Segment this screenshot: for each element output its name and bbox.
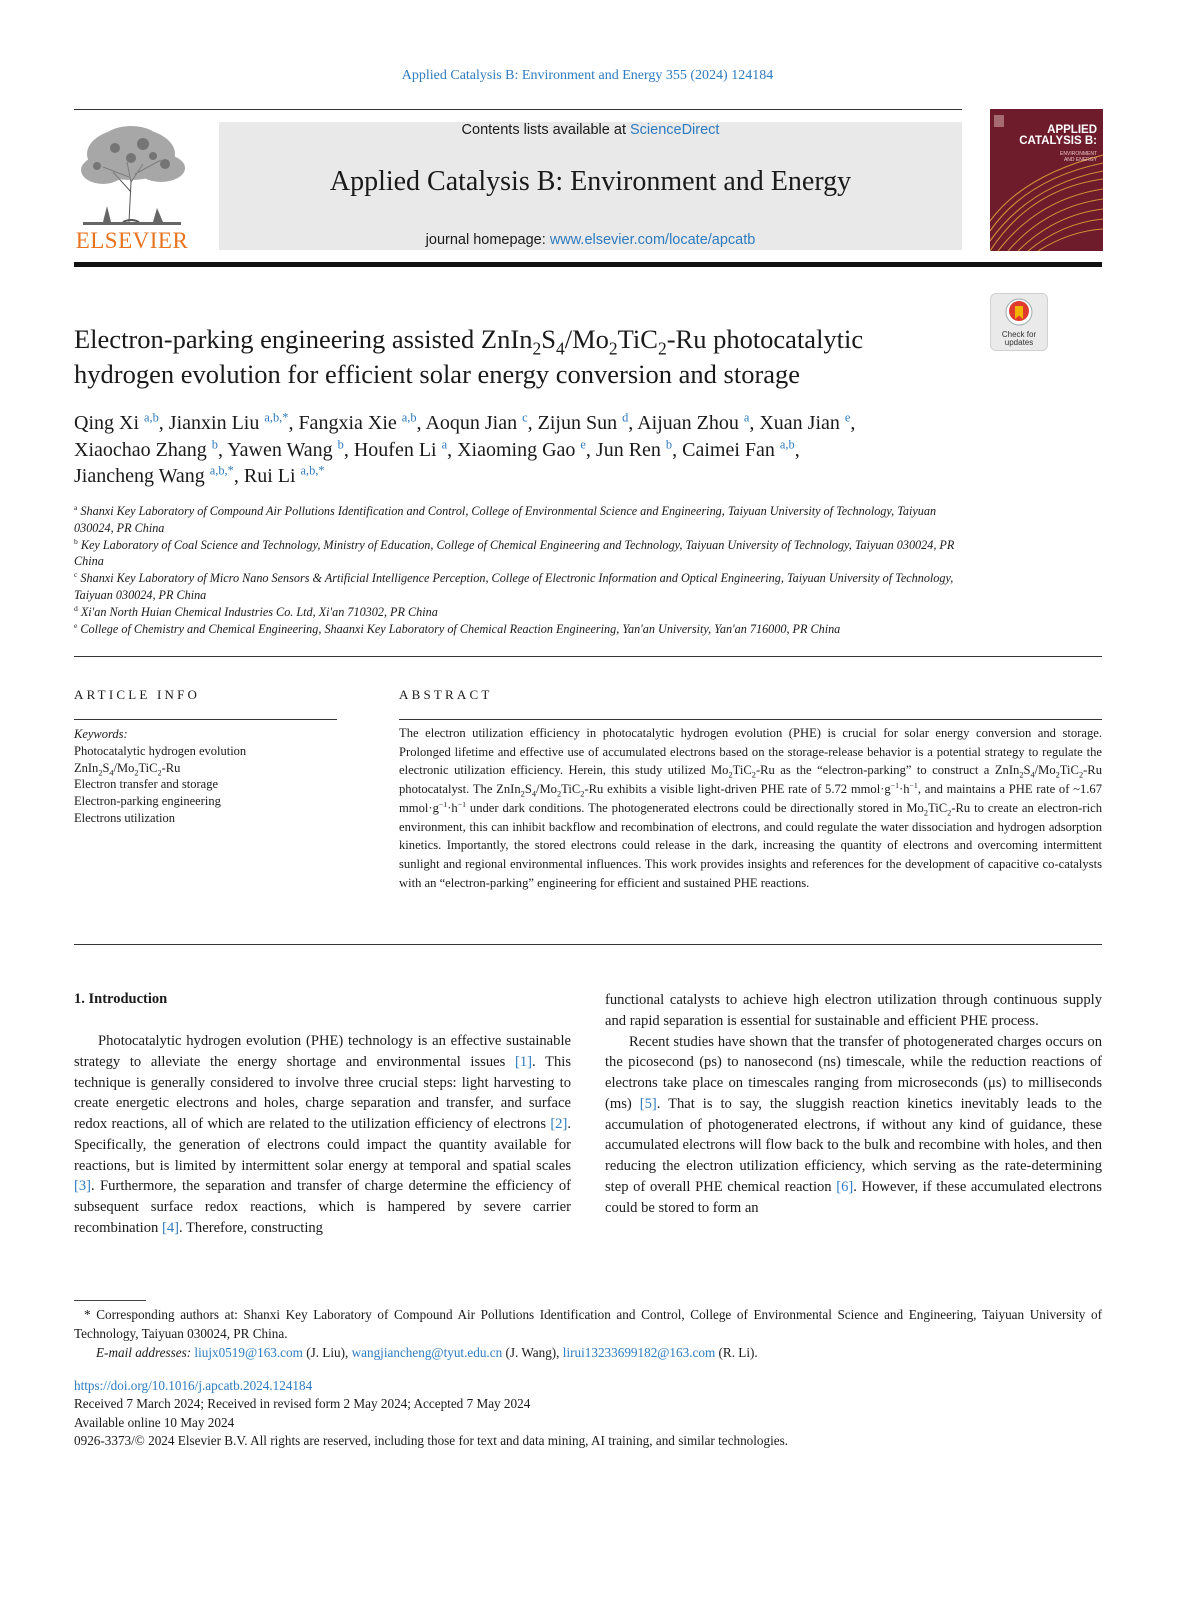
homepage-line (219, 232, 962, 248)
affiliation: $^a$ Shanxi Key Laboratory of Compound Air Pollutions Identification and Control, College of Environmental Science and Engineering, Taiyuan University of Technology, Taiyuan 030024, PR China (74, 502, 937, 535)
bookmark-icon (1004, 297, 1034, 327)
tree-icon (73, 122, 191, 226)
cover-subtitle-line: ENVIRONMENT (1060, 151, 1097, 157)
journal-masthead (219, 122, 962, 250)
contents-prefix: Contents lists available at (461, 122, 630, 138)
affiliations (74, 503, 974, 637)
author[interactable]: Aijuan Zhou $^a$ (637, 410, 750, 434)
affiliations-divider (74, 656, 1102, 657)
keyword: Electrons utilization (74, 810, 176, 825)
available-online: Available online 10 May 2024 (74, 1414, 235, 1430)
paragraph: Recent studies have shown that the transfer of photogenerated charges occurs on the picosecond (ps) to nanosecond (ns) timescale, while the reduction reactions of electrons take place on timescales ranging from microseconds (μs) to milliseconds (ms) [5]. That is to say, the sluggish reaction kinetics inevitably leads to the accumulation of photogenerated electrons, if without any kind of guidance, these accumulated electrons will flow back to the bulk and recombine with holes, and then reducing the electron utilization efficiency, which serving as the rate-determining step of overall PHE chemical reaction [6]. However, if these accumulated electrons could be stored to form an (605, 1033, 1103, 1216)
contents-line (219, 122, 962, 138)
cover-title-line: CATALYSIS B: (1019, 135, 1097, 147)
keyword: Electron transfer and storage (74, 777, 219, 792)
citation-text[interactable]: Applied Catalysis B: Environment and Energy 355 (2024) 124184 (401, 68, 774, 83)
footnote-rule (74, 1300, 146, 1301)
email-link[interactable]: wangjiancheng@tyut.edu.cn (351, 1345, 503, 1360)
abstract-divider (74, 944, 1102, 945)
body-column-left (74, 1031, 571, 1239)
badge-line: updates (1004, 338, 1034, 347)
corresponding-author-footnote (74, 1305, 1102, 1362)
email-link[interactable]: liujx0519@163.com (194, 1345, 303, 1360)
reference-link[interactable]: [2] (550, 1116, 568, 1132)
title-line-1: Electron-parking engineering assisted $ZnIn_2S_4/Mo_2TiC_2-Ru$ photocatalytic (74, 324, 864, 359)
elsevier-wordmark: ELSEVIER (75, 228, 189, 253)
email-addresses: E-mail addresses: liujx0519@163.com (J. Liu), wangjiancheng@tyut.edu.cn (J. Wang), lirui13233699182@163.com (R. Li). (96, 1345, 758, 1360)
doi-link[interactable]: https://doi.org/10.1016/j.apcatb.2024.124184 (74, 1378, 313, 1393)
section-heading-introduction: 1. Introduction (74, 991, 168, 1007)
keywords-label: Keywords: (74, 727, 128, 741)
author[interactable]: Xiaochao Zhang $^b$ (74, 436, 218, 461)
journal-cover-image[interactable] (990, 109, 1103, 251)
author-list: Qing Xi $^{a,b}$, Jianxin Liu $^{a,b,*}$, Fangxia Xie $^{a,b}$, Aoqun Jian $^c$, Zijun Sun $^d$, Aijuan Zhou $^a$, Xuan Jian $^e$, Xiaochao Zhang $^b$, Yawen Wang $^b$, Houfen Li $^a$, Xiaoming Gao $^e$, Jun Ren $^b$, Caimei Fan $^{a,b}$, Jiancheng Wang $^{a,b,*}$, Rui Li $^{a,b,*}$ (74, 410, 856, 487)
badge-text (991, 331, 1047, 347)
author[interactable]: Qing Xi $^{a,b}$ (74, 410, 159, 434)
check-for-updates-badge[interactable] (990, 293, 1048, 351)
author[interactable]: Houfen Li $^a$ (353, 436, 448, 461)
cover-title-line: APPLIED (1047, 124, 1097, 136)
reference-link[interactable]: [1] (514, 1053, 532, 1070)
journal-citation-link[interactable] (0, 68, 1175, 84)
copyright: 0926-3373/© 2024 Elsevier B.V. All rights are reserved, including those for text and data mining, AI training, and similar technologies. (74, 1432, 789, 1448)
abstract-rule (399, 719, 1102, 720)
keywords-block (74, 726, 337, 827)
title-line-2: hydrogen evolution for efficient solar energy conversion and storage (74, 359, 801, 389)
author[interactable]: Xiaoming Gao $^e$ (457, 436, 586, 461)
keyword: $ZnIn_2S_4/Mo_2TiC_2-Ru$ (74, 760, 181, 778)
author[interactable]: Xuan Jian $^e$ (759, 410, 851, 434)
reference-link[interactable]: [4] (161, 1219, 179, 1236)
journal-title: Applied Catalysis B: Environment and Energy (329, 166, 852, 197)
keyword: Electron-parking engineering (74, 794, 221, 809)
homepage-prefix: journal homepage: (425, 232, 550, 248)
article-info-rule (74, 719, 337, 720)
corresponding-authors: * Corresponding authors at: Shanxi Key Laboratory of Compound Air Pollutions Identification and Control, College of Environmental Science and Engineering, Taiyuan University of Technology, Taiyuan 030024, PR China. (74, 1307, 1102, 1341)
abstract-text: The electron utilization efficiency in photocatalytic hydrogen evolution (PHE) is crucial for solar energy conversion and storage. Prolonged lifetime and effective use of accumulated electrons based on the storage-release behavior is a potential strategy to regulate the electronic utilization efficiency. Herein, this study utilized $Mo_2TiC_2-Ru$ as the “electron-parking” to construct a $ZnIn_2S_4/Mo_2TiC_2-Ru$ photocatalyst. The $ZnIn_2S_4/Mo_2TiC_2-Ru$ exhibits a visible light-driven PHE rate of 5.72 $mmol\cdot g^{-1}\cdot h^{-1}$, and maintains a PHE rate of ~1.67 $mmol\cdot g^{-1}\cdot h^{-1}$ under dark conditions. The photogenerated electrons could be directionally stored in $Mo_2TiC_2-Ru$ to create an electron-rich environment, this can inhibit backflow and recombination of electrons, and could regulate the water dissociation and hydrogen adsorption kinetics. Importantly, the stored electrons could release in the dark, increasing the quantity of electrons and overcoming intermittent sunlight and regional environmental influences. This work provides insights and references for the development of capacitive co-catalysts with an “electron-parking” engineering for efficient and sustained PHE reactions. (399, 726, 1103, 890)
email-link[interactable]: lirui13233699182@163.com (562, 1345, 716, 1360)
reference-link[interactable]: [5] (639, 1095, 657, 1112)
paragraph: Photocatalytic hydrogen evolution (PHE) technology is an effective sustainable strategy to alleviate the energy shortage and environmental issues [1]. This technique is generally considered to involve three crucial steps: light harvesting to create energetic electrons and holes, charge separation and transfer, and surface redox reactions, all of which are related to the utilization efficiency of electrons [2]. Specifically, the generation of electrons could impact the quantity available for reactions, but is limited by intermittent solar energy at temporal and spatial scales [3]. Furthermore, the separation and transfer of charge determine the efficiency of subsequent surface redox reactions, which is hampered by severe carrier recombination [4]. Therefore, constructing (74, 1033, 572, 1236)
author[interactable]: Rui Li $^{a,b,*}$ (243, 463, 325, 487)
affiliation: $^e$ College of Chemistry and Chemical Engineering, Shaanxi Key Laboratory of Chemical Reaction Engineering, Yan'an University, Yan'an 716000, PR China (74, 620, 841, 636)
author[interactable]: Fangxia Xie $^{a,b}$ (298, 410, 417, 434)
badge-line: Check for (1001, 330, 1037, 339)
reference-link[interactable]: [3] (74, 1178, 92, 1195)
cover-subtitle (1060, 151, 1097, 163)
affiliation: $^c$ Shanxi Key Laboratory of Micro Nano Sensors & Artificial Intelligence Perception, College of Electronic Information and Optical Engineering, Taiyuan University of Technology, Taiyuan 030024, PR China (74, 570, 954, 602)
keyword: Photocatalytic hydrogen evolution (74, 743, 247, 758)
author[interactable]: Aoqun Jian $^c$ (425, 410, 528, 434)
author[interactable]: Yawen Wang $^b$ (227, 436, 344, 461)
cover-title (1019, 125, 1097, 147)
reference-link[interactable]: [6] (836, 1178, 854, 1195)
author[interactable]: Caimei Fan $^{a,b}$ (682, 436, 795, 461)
journal-homepage-link[interactable]: www.elsevier.com/locate/apcatb (549, 232, 756, 248)
author[interactable]: Jianxin Liu $^{a,b,*}$ (168, 410, 289, 434)
cover-subtitle-line: AND ENERGY (1063, 157, 1097, 163)
body-column-right (605, 990, 1102, 1218)
article-title (74, 322, 974, 392)
header-divider (74, 109, 962, 110)
abstract-heading: ABSTRACT (399, 687, 493, 702)
article-info-heading: ARTICLE INFO (74, 687, 201, 702)
author[interactable]: Zijun Sun $^d$ (537, 410, 629, 434)
sciencedirect-link[interactable]: ScienceDirect (630, 122, 720, 138)
masthead-divider (74, 262, 1102, 267)
affiliation: $^b$ Key Laboratory of Coal Science and Technology, Ministry of Education, College of Chemical Engineering and Technology, Taiyuan University of Technology, Taiyuan 030024, PR China (74, 536, 955, 569)
affiliation: $^d$ Xi'an North Huian Chemical Industries Co. Ltd, Xi'an 710302, PR China (74, 603, 438, 619)
article-metadata (74, 1377, 1102, 1450)
paragraph: functional catalysts to achieve high electron utilization through continuous supply and rapid separation is essential for sustainable and efficient PHE process. (605, 992, 1102, 1029)
elsevier-logo[interactable] (73, 122, 191, 254)
author[interactable]: Jiancheng Wang $^{a,b,*}$ (74, 463, 234, 487)
received-dates: Received 7 March 2024; Received in revised form 2 May 2024; Accepted 7 May 2024 (74, 1396, 531, 1412)
author[interactable]: Jun Ren $^b$ (595, 436, 673, 461)
